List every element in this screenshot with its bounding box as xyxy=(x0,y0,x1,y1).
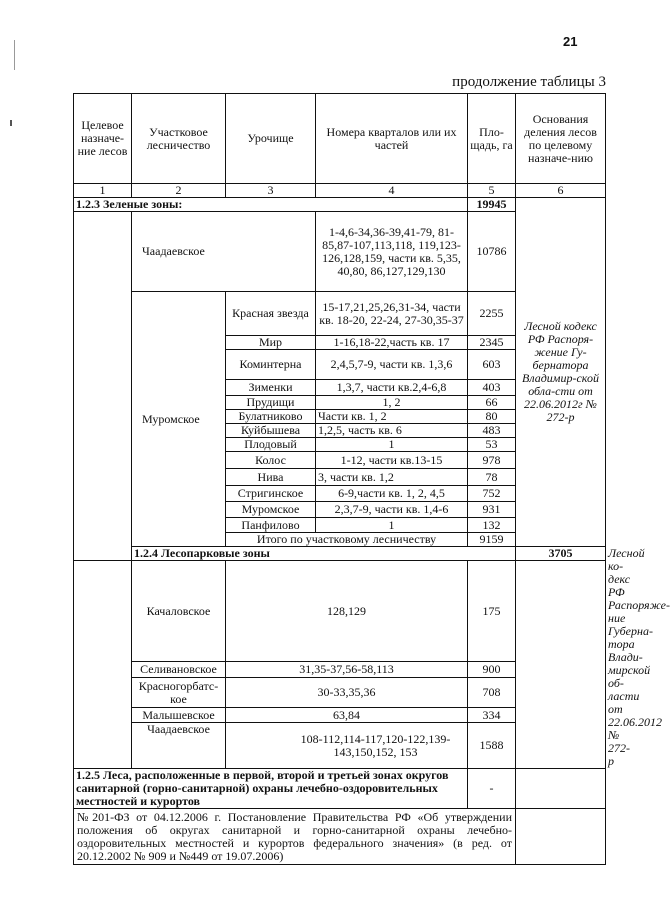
area-cell: 53 xyxy=(468,438,516,452)
forestry-cell: Чаадаевское xyxy=(132,723,226,769)
area-cell: 603 xyxy=(468,350,516,380)
tract-cell: Булатниково xyxy=(226,410,316,424)
tract-cell: Нива xyxy=(226,469,316,486)
quarters-cell: 128,129 xyxy=(226,561,468,662)
header-area: Пло-щадь, га xyxy=(468,94,516,184)
table-row xyxy=(74,723,606,769)
empty-purpose-cell xyxy=(74,561,132,769)
quarters-cell: 6-9,части кв. 1, 2, 4,5 xyxy=(316,486,468,502)
section-row-green-zones xyxy=(74,198,606,212)
table-continuation-label: продолжение таблицы 3 xyxy=(452,74,606,90)
area-cell: 80 xyxy=(468,410,516,424)
tract-cell: Мир xyxy=(226,336,316,350)
forestry-total-label: Итого по участковому лесничеству xyxy=(226,533,468,547)
quarters-cell: 1 xyxy=(316,518,468,533)
area-cell: 66 xyxy=(468,396,516,410)
section-area: - xyxy=(468,769,516,809)
tract-cell: Стригинское xyxy=(226,486,316,502)
column-number: 5 xyxy=(468,184,516,198)
quarters-cell: 30-33,35,36 xyxy=(226,678,468,708)
forestry-cell: Чаадаевское xyxy=(132,212,316,292)
column-number: 6 xyxy=(516,184,606,198)
area-cell: 403 xyxy=(468,380,516,396)
quarters-cell: 2,4,5,7-9, части кв. 1,3,6 xyxy=(316,350,468,380)
area-cell: 10786 xyxy=(468,212,516,292)
quarters-cell: 31,35-37,56-58,113 xyxy=(226,662,468,678)
quarters-cell: Части кв. 1, 2 xyxy=(316,410,468,424)
area-cell: 752 xyxy=(468,486,516,502)
area-cell: 78 xyxy=(468,469,516,486)
forest-purpose-table xyxy=(73,93,670,865)
section-row-forest-park-zones: 1.2.4 Лесопарковые зоны 3705 Лесной ко-декс РФ Распоряже-ние Губерна-тора Влади-мирской об-ласти от 22.06.2012 № 272-р xyxy=(74,547,606,561)
table-row xyxy=(74,678,606,708)
area-cell: 2255 xyxy=(468,292,516,336)
header-target-purpose: Целевое назначе-ние лесов xyxy=(74,94,132,184)
quarters-cell: 1-12, части кв.13-15 xyxy=(316,452,468,469)
forestry-cell: Селивановское xyxy=(132,662,226,678)
area-cell: 175 xyxy=(468,561,516,662)
quarters-cell: 63,84 xyxy=(226,708,468,723)
area-cell: 334 xyxy=(468,708,516,723)
tract-cell: Муромское xyxy=(226,502,316,518)
forestry-cell: Малышевское xyxy=(132,708,226,723)
quarters-cell: 1 xyxy=(316,438,468,452)
table-row-legal-basis xyxy=(74,809,606,865)
empty-cell xyxy=(516,809,606,865)
area-cell: 2345 xyxy=(468,336,516,350)
tract-cell: Прудищи xyxy=(226,396,316,410)
header-forestry: Участковое лесничество xyxy=(132,94,226,184)
tract-cell: Коминтерна xyxy=(226,350,316,380)
page-number: 21 xyxy=(563,34,578,49)
margin-mark xyxy=(14,40,15,70)
area-cell: 132 xyxy=(468,518,516,533)
table-row xyxy=(74,561,606,662)
quarters-cell: 1,3,7, части кв.2,4-6,8 xyxy=(316,380,468,396)
tract-cell: Куйбышева xyxy=(226,424,316,438)
tract-cell: Колос xyxy=(226,452,316,469)
column-number: 4 xyxy=(316,184,468,198)
empty-purpose-cell xyxy=(74,212,132,561)
quarters-cell: 1, 2 xyxy=(316,396,468,410)
area-cell: 931 xyxy=(468,502,516,518)
section-row-sanitary-zones xyxy=(74,769,606,809)
header-tract: Урочище xyxy=(226,94,316,184)
section-basis: Лесной кодекс РФ Распоря-жение Гу-бернатора Владимир-ской обла-сти от 22.06.2012г № 272-р xyxy=(516,198,606,547)
section-basis xyxy=(516,769,606,809)
quarters-cell: 2,3,7-9, части кв. 1,4-6 xyxy=(316,502,468,518)
section-total: 19945 xyxy=(468,198,516,212)
margin-mark xyxy=(10,120,12,126)
header-quarters: Номера кварталов или их частей xyxy=(316,94,468,184)
column-number-row xyxy=(74,184,606,198)
section-title: 1.2.3 Зеленые зоны: xyxy=(74,198,468,212)
area-cell: 900 xyxy=(468,662,516,678)
forestry-cell: Качаловское xyxy=(132,561,226,662)
area-cell: 483 xyxy=(468,424,516,438)
table-row xyxy=(74,662,606,678)
legal-basis-text: №201-ФЗ от 04.12.2006 г. Постановление Правительства РФ «Об утверждении положения об округах санитарной и горно-санитарной охраны лечебно-оздоровительных местностей и курортов федерального значения» (в ред. от 20.12.2002 № 909 и №449 от 19.07.2006) xyxy=(74,809,516,865)
tract-cell: Зименки xyxy=(226,380,316,396)
tract-cell: Плодовый xyxy=(226,438,316,452)
column-number: 1 xyxy=(74,184,132,198)
header-row xyxy=(74,94,606,184)
forestry-total-area: 9159 xyxy=(468,533,516,547)
area-cell: 978 xyxy=(468,452,516,469)
section-title: 1.2.4 Лесопарковые зоны xyxy=(132,547,516,561)
forestry-cell: Красногорбатс-кое xyxy=(132,678,226,708)
forestry-cell: Муромское xyxy=(132,292,226,547)
section-title: 1.2.5 Леса, расположенные в первой, второй и третьей зонах округов санитарной (горно-санитарной) охраны лечебно-оздоровительных местностей и курортов xyxy=(74,769,468,809)
tract-cell: Панфилово xyxy=(226,518,316,533)
quarters-cell: 1-16,18-22,часть кв. 17 xyxy=(316,336,468,350)
section-total: 3705 xyxy=(516,547,606,561)
quarters-cell: 1,2,5, часть кв. 6 xyxy=(316,424,468,438)
header-basis: Основания деления лесов по целевому назначе-нию xyxy=(516,94,606,184)
quarters-cell: 3, части кв. 1,2 xyxy=(316,469,468,486)
quarters-cell: 1-4,6-34,36-39,41-79, 81-85,87-107,113,118, 119,123-126,128,159, части кв. 5,35, 40,80, 86,127,129,130 xyxy=(316,212,468,292)
area-cell: 1588 xyxy=(468,723,516,769)
quarters-cell: 108-112,114-117,120-122,139-143,150,152, 153 xyxy=(226,723,468,769)
tract-cell: Красная звезда xyxy=(226,292,316,336)
quarters-cell: 15-17,21,25,26,31-34, части кв. 18-20, 22-24, 27-30,35-37 xyxy=(316,292,468,336)
area-cell: 708 xyxy=(468,678,516,708)
table-row xyxy=(74,708,606,723)
column-number: 2 xyxy=(132,184,226,198)
column-number: 3 xyxy=(226,184,316,198)
